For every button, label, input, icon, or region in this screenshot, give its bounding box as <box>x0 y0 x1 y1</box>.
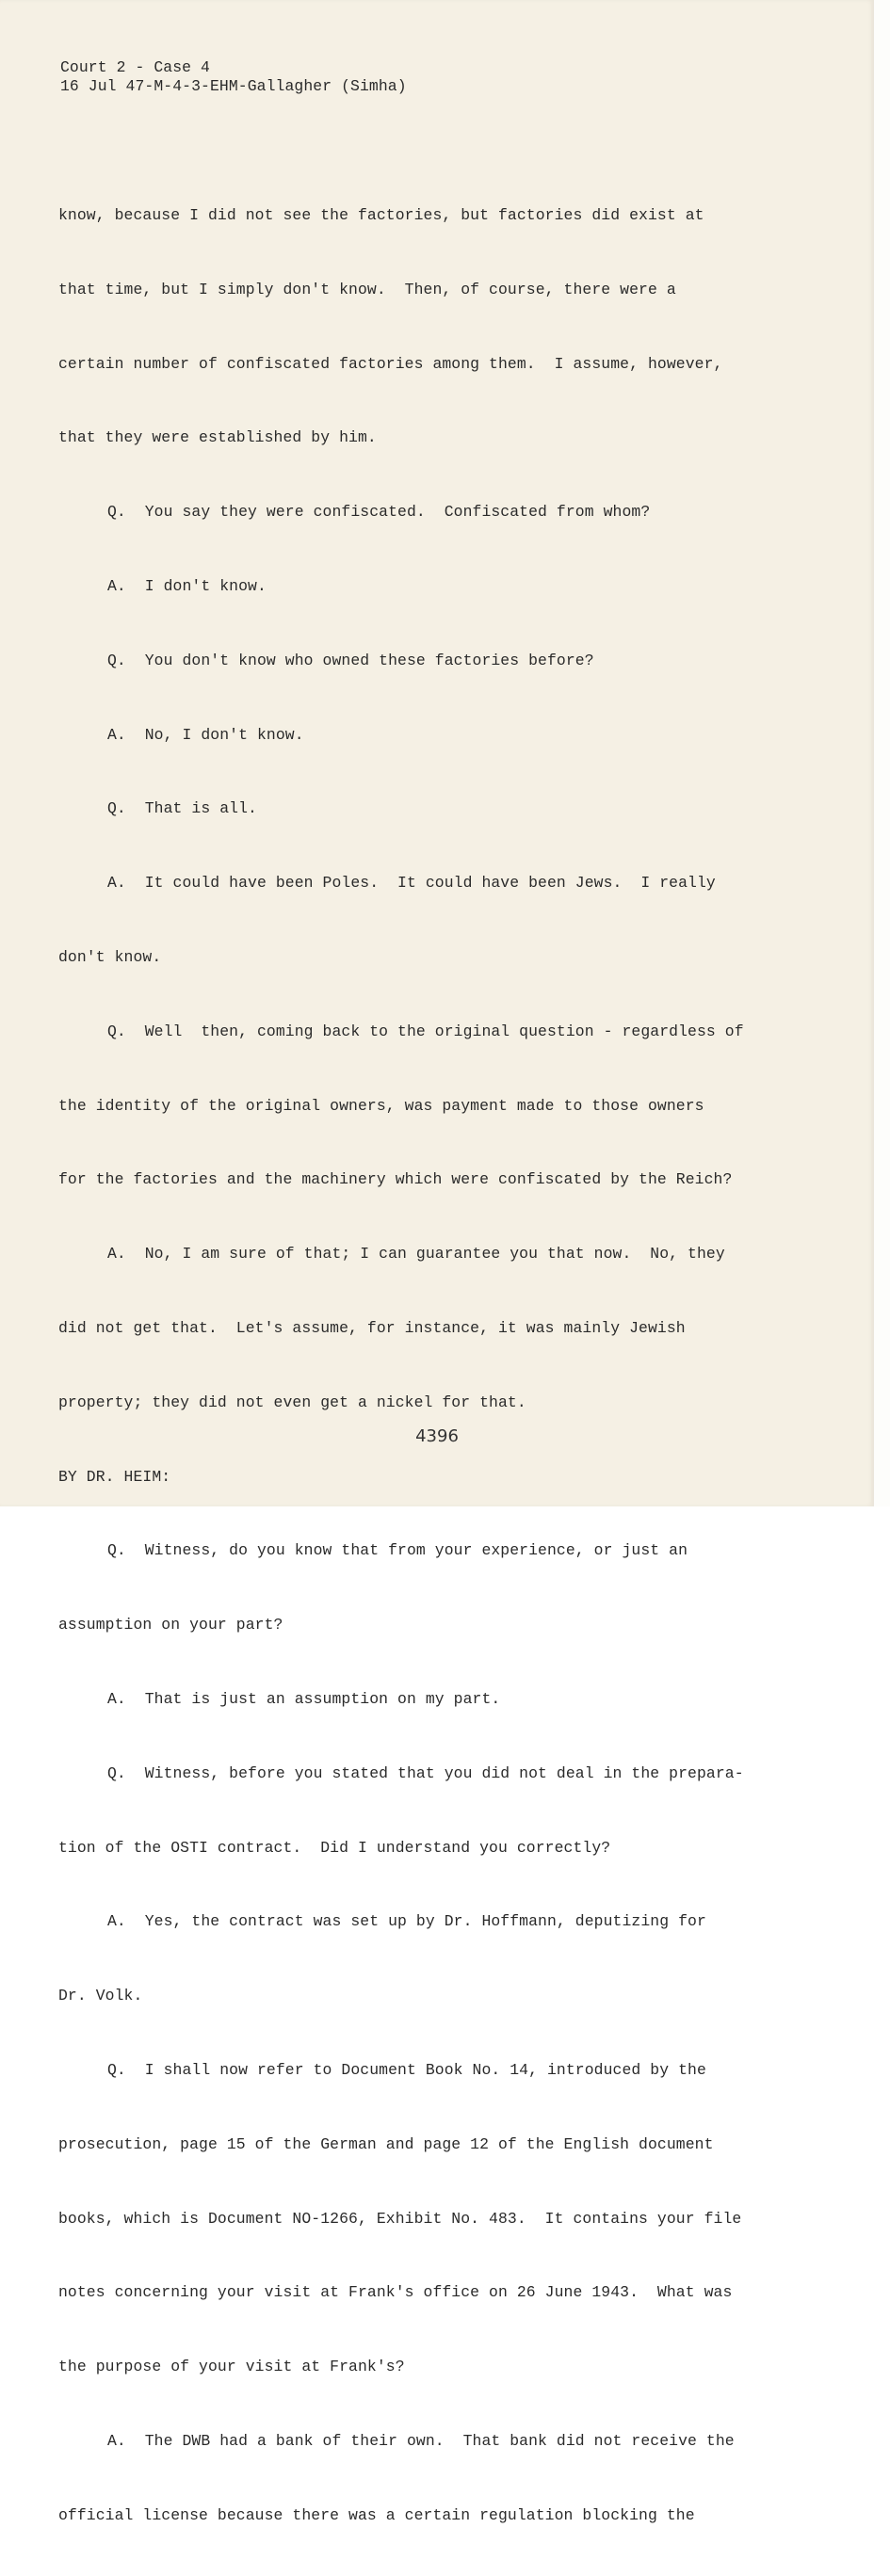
answer-line: A. Yes, the contract was set up by Dr. Hoffmann, deputizing for <box>107 1912 706 1931</box>
question-line: Q. Witness, before you stated that you did not deal in the prepara- <box>107 1763 744 1782</box>
answer-line: A. That is just an assumption on my part. <box>107 1689 501 1708</box>
question-line: Q. You say they were confiscated. Confiscated from whom? <box>107 503 651 522</box>
transcript-line: books, which is Document NO-1266, Exhibit No. 483. It contains your file <box>58 2209 742 2228</box>
transcript-line: Dr. Volk. <box>58 1987 143 2005</box>
question-line: Q. That is all. <box>107 799 257 818</box>
question-line: Q. Well then, coming back to the original question - regardless of <box>107 1022 744 1040</box>
answer-line: A. No, I don't know. <box>107 725 304 744</box>
question-line: Q. You don't know who owned these factories before? <box>107 651 594 669</box>
transcript-id: 16 Jul 47-M-4-3-EHM-Gallagher (Simha) <box>60 77 407 95</box>
transcript-line: for the factories and the machinery which were confiscated by the Reich? <box>58 1170 733 1189</box>
transcript-line: prosecution, page 15 of the German and page 12 of the English document <box>58 2134 714 2153</box>
answer-line: A. It could have been Poles. It could have been Jews. I really <box>107 874 716 893</box>
answer-line: A. The DWB had a bank of their own. That bank did not receive the <box>107 2431 735 2450</box>
transcript-line: official license because there was a certain regulation blocking the <box>58 2505 695 2524</box>
question-line: Q. I shall now refer to Document Book No. 14, introduced by the <box>107 2060 706 2079</box>
transcript-body <box>58 166 831 2576</box>
case-header: Court 2 - Case 4 <box>60 58 210 76</box>
transcript-line: know, because I did not see the factories, but factories did exist at <box>58 206 704 224</box>
answer-line: A. No, I am sure of that; I can guarantee you that now. No, they <box>107 1245 725 1264</box>
transcript-line: did not get that. Let's assume, for instance, it was mainly Jewish <box>58 1318 686 1337</box>
transcript-line: assumption on your part? <box>58 1616 283 1634</box>
speaker-heading: BY DR. HEIM: <box>58 1467 171 1486</box>
page-number: 4396 <box>415 1426 459 1446</box>
transcript-line: tion of the OSTI contract. Did I understand you correctly? <box>58 1838 611 1857</box>
transcript-line: don't know. <box>58 947 162 966</box>
transcript-line: property; they did not even get a nickel for that. <box>58 1393 526 1411</box>
transcript-line: certain number of confiscated factories among them. I assume, however, <box>58 354 723 373</box>
answer-line: A. I don't know. <box>107 576 267 595</box>
transcript-line: the identity of the original owners, was payment made to those owners <box>58 1096 704 1115</box>
transcript-line: that time, but I simply don't know. Then, of course, there were a <box>58 280 676 298</box>
page-edge <box>874 0 890 1506</box>
transcript-line: the purpose of your visit at Frank's? <box>58 2358 405 2376</box>
transcript-line: that they were established by him. <box>58 428 377 447</box>
transcript-line: notes concerning your visit at Frank's office on 26 June 1943. What was <box>58 2283 733 2302</box>
question-line: Q. Witness, do you know that from your experience, or just an <box>107 1541 688 1560</box>
